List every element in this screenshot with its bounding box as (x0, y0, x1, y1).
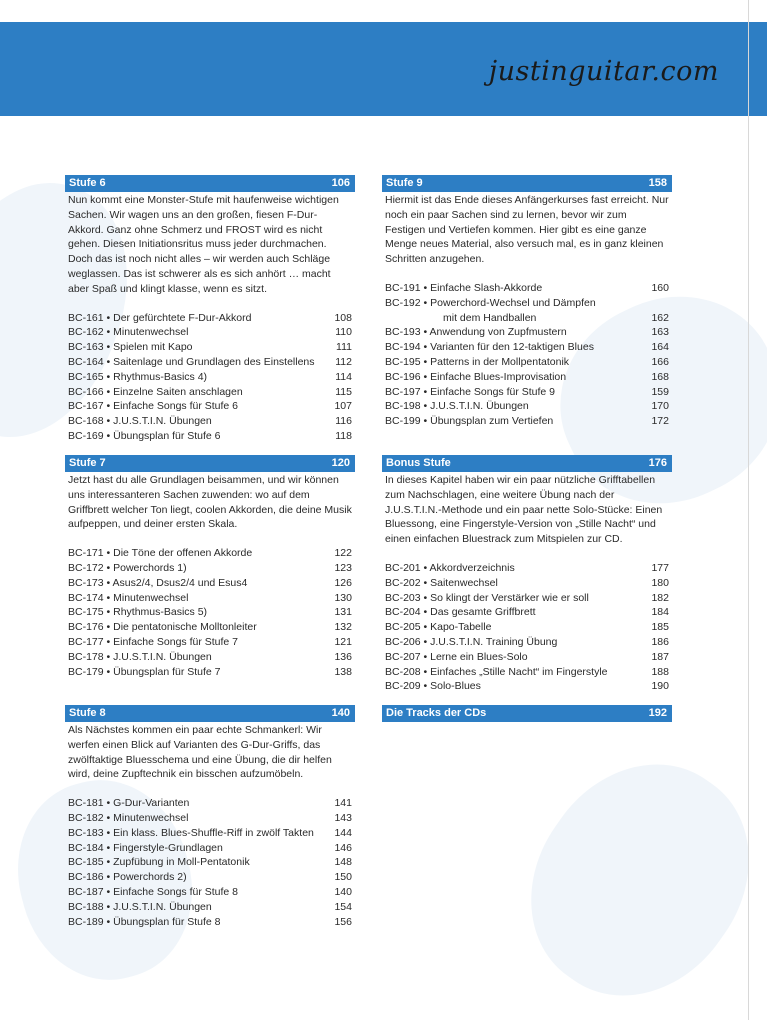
toc-entry-title: BC-164 • Saitenlage und Grundlagen des Einstellens (68, 355, 315, 368)
section-page-number: 192 (648, 707, 667, 719)
toc-entry-page: 108 (334, 311, 352, 324)
section-header[interactable] (382, 175, 672, 192)
toc-entry[interactable] (382, 370, 672, 385)
toc-entry[interactable] (65, 311, 355, 326)
section-tracks-cds (382, 705, 672, 722)
toc-entry-page: 159 (651, 385, 669, 398)
toc-entry-title: BC-177 • Einfache Songs für Stufe 7 (68, 635, 239, 648)
toc-entry[interactable] (382, 561, 672, 576)
toc-entry-title: BC-182 • Minutenwechsel (68, 811, 189, 824)
toc-entry-title: BC-167 • Einfache Songs für Stufe 6 (68, 400, 239, 413)
toc-entry-page: 130 (334, 591, 352, 604)
toc-entry-title: BC-193 • Anwendung von Zupfmustern (385, 326, 567, 339)
toc-entry-page: 114 (335, 370, 352, 383)
toc-entry-page: 185 (651, 621, 669, 634)
toc-entry-title: BC-184 • Fingerstyle-Grundlagen (68, 841, 223, 854)
toc-entry-title: BC-199 • Übungsplan zum Vertiefen (385, 415, 554, 428)
toc-entry-page: 190 (651, 680, 669, 693)
toc-entry[interactable] (382, 620, 672, 635)
toc-entry-page: 156 (334, 915, 352, 928)
toc-entry[interactable] (382, 635, 672, 650)
toc-entry[interactable] (65, 841, 355, 856)
toc-entry-page: 123 (334, 561, 352, 574)
toc-entry-page: 163 (651, 326, 669, 339)
toc-entry-title: BC-163 • Spielen mit Kapo (68, 341, 193, 354)
toc-entry-title: BC-174 • Minutenwechsel (68, 591, 189, 604)
toc-entry-title: BC-165 • Rhythmus-Basics 4) (68, 370, 208, 383)
toc-entry[interactable] (65, 399, 355, 414)
toc-entry-title: BC-201 • Akkordverzeichnis (385, 561, 515, 574)
toc-entry-page: 160 (651, 281, 669, 294)
toc-entry-title: BC-186 • Powerchords 2) (68, 871, 187, 884)
toc-entry-page: 107 (334, 400, 352, 413)
toc-entry-title: BC-195 • Patterns in der Mollpentatonik (385, 355, 570, 368)
toc-entry[interactable] (65, 414, 355, 429)
toc-entry-page: 170 (651, 400, 669, 413)
toc-entry-title: BC-166 • Einzelne Saiten anschlagen (68, 385, 243, 398)
section-header[interactable] (65, 705, 355, 722)
toc-entry[interactable] (65, 826, 355, 841)
toc-entry-page: 154 (334, 900, 352, 913)
toc-entry-title: BC-176 • Die pentatonische Molltonleiter (68, 621, 257, 634)
toc-entry[interactable] (65, 340, 355, 355)
toc-entry-title: BC-161 • Der gefürchtete F-Dur-Akkord (68, 311, 252, 324)
toc-entry-page: 136 (334, 650, 352, 663)
toc-entry-title: BC-173 • Asus2/4, Dsus2/4 und Esus4 (68, 576, 248, 589)
section-page-number: 176 (648, 457, 667, 469)
toc-entry[interactable] (382, 355, 672, 370)
section-title: Stufe 7 (69, 457, 106, 469)
section-intro: Hiermit ist das Ende dieses Anfängerkurses fast erreicht. Nur noch ein paar Sachen sind zu lernen, bevor wir zum Festigen und Vertiefen kommen. Hier gibt es eine ganze Menge neues Material, also versuch mal, es in ganz kleinen Schritten anzugehen. (385, 194, 669, 266)
toc-entry-page: 162 (651, 311, 669, 324)
toc-entry[interactable] (382, 281, 672, 296)
section-header[interactable] (382, 705, 672, 722)
toc-entry[interactable] (65, 576, 355, 591)
toc-entry-title: BC-179 • Übungsplan für Stufe 7 (68, 665, 221, 678)
toc-entry-page: 164 (651, 341, 669, 354)
toc-entry[interactable] (65, 620, 355, 635)
toc-entry-title: BC-206 • J.U.S.T.I.N. Training Übung (385, 635, 558, 648)
toc-entry[interactable] (65, 561, 355, 576)
toc-entry-page: 148 (334, 856, 352, 869)
section-page-number: 140 (331, 707, 350, 719)
toc-entry-page: 132 (334, 621, 352, 634)
toc-entry-title: BC-189 • Übungsplan für Stufe 8 (68, 915, 221, 928)
toc-entry[interactable] (382, 591, 672, 606)
toc-entry-page: 115 (335, 385, 352, 398)
toc-entry[interactable] (382, 665, 672, 680)
toc-entry-page: 180 (651, 576, 669, 589)
toc-entry[interactable] (65, 325, 355, 340)
toc-entry-title: BC-188 • J.U.S.T.I.N. Übungen (68, 900, 212, 913)
toc-entry-page: 126 (334, 576, 352, 589)
section-title: Stufe 9 (386, 177, 423, 189)
toc-entry-title: BC-187 • Einfache Songs für Stufe 8 (68, 885, 239, 898)
toc-entry-title: BC-171 • Die Töne der offenen Akkorde (68, 547, 253, 560)
toc-entry-page: 110 (335, 326, 352, 339)
section-page-number: 106 (331, 177, 350, 189)
section-title: Die Tracks der CDs (386, 707, 487, 719)
toc-entry[interactable] (382, 325, 672, 340)
section-intro: Jetzt hast du alle Grundlagen beisammen, und wir können uns interessanteren Sachen zuwenden: wo auf dem Griffbrett welcher Ton liegt, coolen Akkorden, die deine Musik aufpeppen, und deiner ersten Skala. (68, 474, 352, 531)
toc-entry-page: 187 (651, 650, 669, 663)
toc-entry-title: BC-162 • Minutenwechsel (68, 326, 189, 339)
section-title: Stufe 8 (69, 707, 106, 719)
header-banner (0, 22, 767, 116)
toc-entry-title: BC-172 • Powerchords 1) (68, 561, 187, 574)
toc-entry[interactable] (65, 370, 355, 385)
toc-entry-page: 118 (335, 429, 352, 442)
toc-entry-title: BC-181 • G-Dur-Varianten (68, 797, 190, 810)
toc-entry[interactable] (382, 311, 672, 326)
toc-entry-title: BC-209 • Solo-Blues (385, 680, 481, 693)
site-logo: justinguitar.com (488, 56, 719, 87)
section-title: Stufe 6 (69, 177, 106, 189)
toc-entry-title: BC-169 • Übungsplan für Stufe 6 (68, 429, 221, 442)
toc-entry-page: 138 (334, 665, 352, 678)
toc-entry-title: BC-207 • Lerne ein Blues-Solo (385, 650, 528, 663)
toc-entry-page: 112 (335, 355, 352, 368)
toc-entry[interactable] (65, 385, 355, 400)
toc-entry-title: BC-192 • Powerchord-Wechsel und Dämpfen (385, 296, 596, 309)
toc-entry[interactable] (65, 915, 355, 930)
toc-entry[interactable] (65, 429, 355, 444)
toc-entry[interactable] (65, 546, 355, 561)
toc-entry-title: BC-196 • Einfache Blues-Improvisation (385, 370, 567, 383)
section-page-number: 158 (648, 177, 667, 189)
toc-entry[interactable] (65, 870, 355, 885)
toc-entry[interactable] (382, 414, 672, 429)
toc-entry-title: BC-202 • Saitenwechsel (385, 576, 498, 589)
toc-entry-page: 111 (336, 341, 352, 354)
toc-entry-page: 121 (334, 635, 352, 648)
toc-entry[interactable] (382, 385, 672, 400)
toc-entry-page: 131 (334, 606, 352, 619)
toc-entry[interactable] (65, 885, 355, 900)
section-stufe-7 (65, 455, 355, 679)
toc-entry[interactable] (65, 811, 355, 826)
toc-entry[interactable] (65, 605, 355, 620)
toc-entry-page: 182 (651, 591, 669, 604)
section-stufe-8 (65, 705, 355, 929)
toc-entry[interactable] (382, 340, 672, 355)
toc-entry-page: 186 (651, 635, 669, 648)
toc-entry-title: BC-183 • Ein klass. Blues-Shuffle-Riff in zwölf Takten (68, 826, 314, 839)
toc-entry-page: 172 (651, 415, 669, 428)
toc-entry-title: BC-198 • J.U.S.T.I.N. Übungen (385, 400, 529, 413)
background-pick-shape (489, 724, 767, 1035)
toc-entry-page: 144 (334, 826, 352, 839)
toc-entry-page: 146 (334, 841, 352, 854)
toc-entry-page: 150 (334, 871, 352, 884)
toc-entry-title: BC-175 • Rhythmus-Basics 5) (68, 606, 208, 619)
toc-entry-page: 188 (651, 665, 669, 678)
toc-entry-page: 122 (334, 547, 352, 560)
toc-entry-title: BC-208 • Einfaches „Stille Nacht“ im Fingerstyle (385, 665, 608, 678)
toc-entry-title: mit dem Handballen (443, 311, 537, 324)
section-title: Bonus Stufe (386, 457, 451, 469)
toc-entry[interactable] (65, 591, 355, 606)
toc-entry[interactable] (382, 650, 672, 665)
toc-entry-page: 184 (651, 606, 669, 619)
section-intro: Nun kommt eine Monster-Stufe mit haufenweise wichtigen Sachen. Wir wagen uns an den großen, fiesen F-Dur-Akkord. Ganz ohne Schmerz und FROST wird es nicht gehen. Diesen Initiationsritus muss jeder durchmachen. Doch das ist noch nicht alles – wir werden auch Schläge weglassen. Das ist schwerer als es sich anhört … macht aber Spaß und klingt klasse, wenn es sitzt. (68, 194, 339, 295)
section-intro: In dieses Kapitel haben wir ein paar nützliche Grifftabellen zum Nachschlagen, eine weitere Übung nach der J.U.S.T.I.N.-Methode und ein paar nette Solo-Stücke: Einen Bluessong, eine Fingerstyle-Version von „Stille Nacht“ und einen einfachen Bluestrack zum Mitspielen zur CD. (385, 474, 663, 546)
toc-entry-page: 177 (651, 561, 669, 574)
toc-entry-title: BC-205 • Kapo-Tabelle (385, 621, 492, 634)
toc-entry-title: BC-197 • Einfache Songs für Stufe 9 (385, 385, 556, 398)
toc-entry[interactable] (65, 855, 355, 870)
section-header[interactable] (65, 175, 355, 192)
toc-entry-page: 116 (335, 415, 352, 428)
section-stufe-9 (382, 175, 672, 429)
toc-entry-title: BC-194 • Varianten für den 12-taktigen Blues (385, 341, 594, 354)
section-bonus-stufe (382, 455, 672, 694)
toc-entry-title: BC-191 • Einfache Slash-Akkorde (385, 281, 543, 294)
section-header[interactable] (65, 455, 355, 472)
toc-entry[interactable] (382, 605, 672, 620)
toc-entry[interactable] (65, 796, 355, 811)
toc-entry[interactable] (65, 650, 355, 665)
toc-entry-page: 140 (334, 885, 352, 898)
page-edge-line (748, 0, 749, 1020)
toc-entry-page: 143 (334, 811, 352, 824)
toc-entry[interactable] (382, 296, 672, 311)
toc-entry[interactable] (65, 665, 355, 680)
toc-entry[interactable] (382, 576, 672, 591)
toc-entry-title: BC-168 • J.U.S.T.I.N. Übungen (68, 415, 212, 428)
toc-entry-page: 166 (651, 355, 669, 368)
toc-entry-title: BC-203 • So klingt der Verstärker wie er soll (385, 591, 589, 604)
section-header[interactable] (382, 455, 672, 472)
toc-entry-title: BC-185 • Zupfübung in Moll-Pentatonik (68, 856, 250, 869)
toc-entry[interactable] (382, 399, 672, 414)
toc-entry-page: 141 (334, 797, 352, 810)
toc-entry[interactable] (382, 679, 672, 694)
toc-entry[interactable] (65, 900, 355, 915)
section-intro: Als Nächstes kommen ein paar echte Schmankerl: Wir werfen einen Blick auf Varianten des G-Dur-Griffs, das zwölftaktige Bluesschema und eine Übung, die dir helfen wird, deine Zupftechnik ein bisschen aufzumöbeln. (68, 724, 332, 781)
toc-entry-title: BC-178 • J.U.S.T.I.N. Übungen (68, 650, 212, 663)
toc-entry-title: BC-204 • Das gesamte Griffbrett (385, 606, 536, 619)
section-stufe-6 (65, 175, 355, 444)
toc-entry-page: 168 (651, 370, 669, 383)
toc-entry[interactable] (65, 355, 355, 370)
toc-entry[interactable] (65, 635, 355, 650)
section-page-number: 120 (331, 457, 350, 469)
